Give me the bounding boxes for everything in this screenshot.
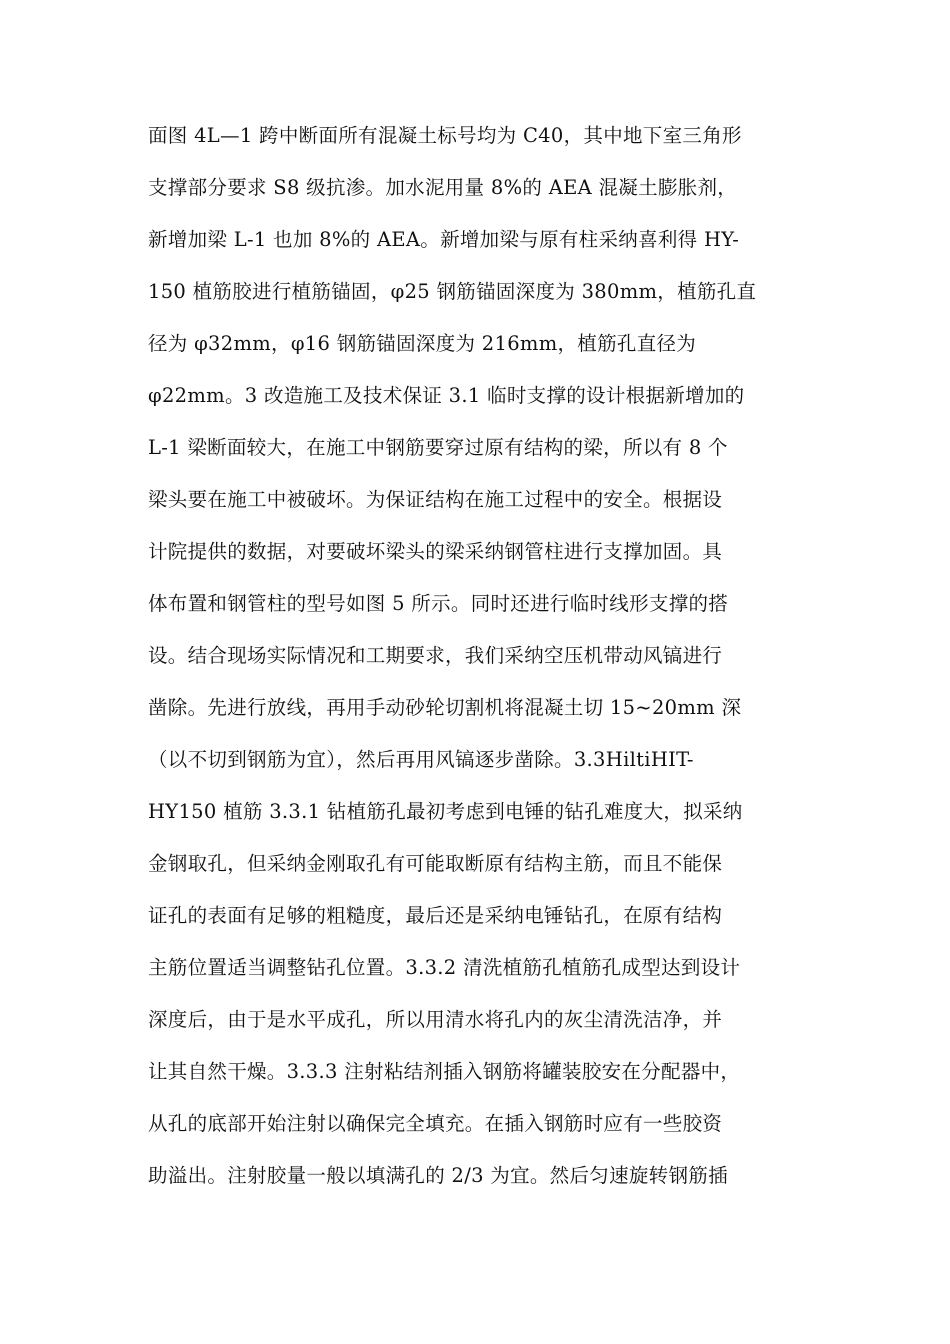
text-line: 金钢取孔，但采纳金刚取孔有可能取断原有结构主筋，而且不能保 [148,852,723,875]
text-line: HY150 植筋 3.3.1 钻植筋孔最初考虑到电锤的钻孔难度大，拟采纳 [148,800,743,823]
text-line: 证孔的表面有足够的粗糙度，最后还是采纳电锤钻孔，在原有结构 [148,904,723,927]
text-line: 面图 4L—1 跨中断面所有混凝土标号均为 C40，其中地下室三角形 [148,124,742,147]
text-line: 新增加梁 L-1 也加 8%的 AEA。新增加梁与原有柱采纳喜利得 HY- [148,228,740,251]
text-line: 助溢出。注射胶量一般以填满孔的 2/3 为宜。然后匀速旋转钢筋插 [148,1164,728,1187]
text-line: 主筋位置适当调整钻孔位置。3.3.2 清洗植筋孔植筋孔成型达到设计 [148,956,741,979]
text-line: 深度后，由于是水平成孔，所以用清水将孔内的灰尘清洗洁净，并 [148,1008,723,1031]
text-line: 让其自然干燥。3.3.3 注射粘结剂插入钢筋将罐装胶安在分配器中， [148,1060,741,1083]
text-line: 径为 φ32mm，φ16 钢筋锚固深度为 216mm，植筋孔直径为 [148,332,697,355]
text-line: 设。结合现场实际情况和工期要求，我们采纳空压机带动风镐进行 [148,644,723,667]
text-line: 梁头要在施工中被破坏。为保证结构在施工过程中的安全。根据设 [148,488,723,511]
text-line: φ22mm。3 改造施工及技术保证 3.1 临时支撑的设计根据新增加的 [148,384,745,407]
text-line: L-1 梁断面较大，在施工中钢筋要穿过原有结构的梁，所以有 8 个 [148,436,728,459]
text-line: 150 植筋胶进行植筋锚固，φ25 钢筋锚固深度为 380mm，植筋孔直 [148,280,757,303]
text-line: 计院提供的数据，对要破坏梁头的梁采纳钢管柱进行支撑加固。具 [148,540,723,563]
text-line: （以不切到钢筋为宜），然后再用风镐逐步凿除。3.3HiltiHIT- [148,748,694,771]
text-line: 从孔的底部开始注射以确保完全填充。在插入钢筋时应有一些胶资 [148,1112,723,1135]
body-text [148,116,808,1208]
text-line: 体布置和钢管柱的型号如图 5 所示。同时还进行临时线形支撑的搭 [148,592,729,615]
text-line: 支撑部分要求 S8 级抗渗。加水泥用量 8%的 AEA 混凝土膨胀剂， [148,176,738,199]
text-line: 凿除。先进行放线，再用手动砂轮切割机将混凝土切 15~20mm 深 [148,696,742,719]
